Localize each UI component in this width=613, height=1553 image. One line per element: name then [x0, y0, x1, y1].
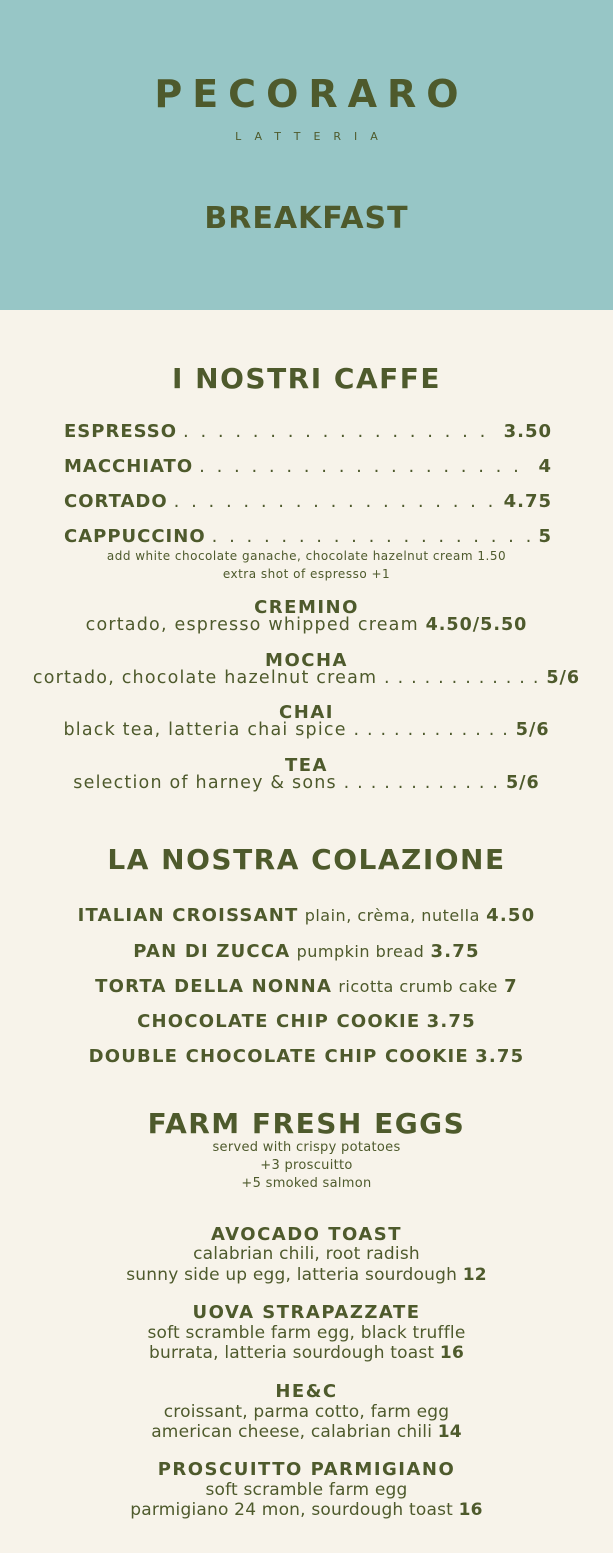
eggs-subtitle: served with crispy potatoes	[212, 1140, 401, 1155]
item-name: CHOCOLATE CHIP COOKIE	[137, 1011, 421, 1032]
special-desc: black tea, latteria chai spice	[63, 720, 347, 740]
brand-logo: PECORARO	[154, 72, 469, 116]
item-name: ESPRESSO	[64, 421, 178, 442]
special-name-mocha: MOCHA	[265, 650, 348, 671]
dish-price: 16	[439, 1343, 464, 1363]
section-title-colazione: LA NOSTRA COLAZIONE	[107, 843, 506, 876]
item-price: 4.75	[503, 491, 552, 512]
special-price: 5/6	[546, 668, 581, 688]
item-desc: pumpkin bread	[296, 942, 425, 961]
dish-desc: soft scramble farm egg	[205, 1480, 408, 1500]
menu-item-espresso	[64, 421, 552, 442]
special-line-mocha	[0, 668, 613, 688]
special-price: 5/6	[505, 773, 540, 793]
leader-dots	[199, 456, 532, 477]
menu-title: BREAKFAST	[204, 201, 409, 236]
menu-item-cappuccino	[64, 526, 552, 547]
special-desc: cortado, chocolate hazelnut cream	[32, 668, 378, 688]
eggs-addon: +3 proscuitto	[260, 1158, 353, 1173]
special-name-chai: CHAI	[279, 702, 334, 723]
item-name: CAPPUCCINO	[64, 526, 206, 547]
item-price: 3.75	[430, 941, 480, 962]
colazione-item	[0, 1011, 613, 1032]
special-price: 4.50/5.50	[425, 615, 528, 635]
item-desc: ricotta crumb cake	[338, 977, 498, 996]
special-desc: cortado, espresso whipped cream	[85, 615, 419, 635]
leader-dots	[347, 720, 516, 740]
dish-desc	[0, 1500, 613, 1520]
dish-price: 14	[437, 1422, 462, 1442]
dish-desc-text: burrata, latteria sourdough toast	[149, 1343, 435, 1363]
brand-subtitle: LATTERIA	[235, 130, 391, 143]
leader-dots	[212, 526, 533, 547]
dish-name: HE&C	[275, 1381, 338, 1402]
colazione-item	[0, 1046, 613, 1067]
colazione-item	[0, 905, 613, 926]
section-title-eggs: FARM FRESH EGGS	[147, 1107, 466, 1140]
item-name: MACCHIATO	[64, 456, 194, 477]
dish-desc: soft scramble farm egg, black truffle	[147, 1323, 466, 1343]
item-price: 3.50	[503, 421, 552, 442]
item-price: 5	[538, 526, 552, 547]
special-line-tea	[0, 773, 613, 793]
dish-desc	[0, 1265, 613, 1285]
special-name-cremino: CREMINO	[254, 597, 359, 618]
special-line-cremino	[0, 615, 613, 635]
menu-item-cortado	[64, 491, 552, 512]
colazione-item	[0, 941, 613, 962]
item-name: TORTA DELLA NONNA	[95, 976, 333, 997]
item-price: 3.75	[475, 1046, 525, 1067]
menu-item-macchiato	[64, 456, 552, 477]
item-price: 3.75	[426, 1011, 476, 1032]
special-line-chai	[0, 720, 613, 740]
special-desc: selection of harney & sons	[73, 773, 337, 793]
colazione-item	[0, 976, 613, 997]
item-price: 7	[504, 976, 518, 997]
header-banner	[0, 0, 613, 310]
dish-name: AVOCADO TOAST	[210, 1224, 403, 1245]
item-name: PAN DI ZUCCA	[133, 941, 291, 962]
eggs-addon: +5 smoked salmon	[241, 1176, 372, 1191]
item-name: DOUBLE CHOCOLATE CHIP COOKIE	[88, 1046, 469, 1067]
item-price: 4.50	[486, 905, 536, 926]
dish-desc-text: sunny side up egg, latteria sourdough	[126, 1265, 458, 1285]
dish-desc: calabrian chili, root radish	[193, 1244, 420, 1264]
item-price: 4	[538, 456, 552, 477]
special-name-tea: TEA	[284, 755, 328, 776]
cappuccino-addon: add white chocolate ganache, chocolate hazelnut cream 1.50	[106, 549, 507, 563]
dish-price: 16	[458, 1500, 483, 1520]
leader-dots	[174, 491, 498, 512]
dish-desc	[0, 1343, 613, 1363]
leader-dots	[183, 421, 498, 442]
dish-desc	[0, 1422, 613, 1442]
leader-dots	[337, 773, 506, 793]
dish-price: 12	[462, 1265, 487, 1285]
dish-name: UOVA STRAPAZZATE	[192, 1302, 421, 1323]
dish-desc-text: american cheese, calabrian chili	[151, 1422, 433, 1442]
dish-name: PROSCUITTO PARMIGIANO	[157, 1459, 456, 1480]
item-name: ITALIAN CROISSANT	[77, 905, 299, 926]
item-desc: plain, crèma, nutella	[304, 906, 480, 925]
cappuccino-addon: extra shot of espresso +1	[222, 567, 391, 581]
dish-desc-text: parmigiano 24 mon, sourdough toast	[130, 1500, 454, 1520]
section-title-caffe: I NOSTRI CAFFE	[172, 362, 441, 395]
special-price: 5/6	[515, 720, 550, 740]
leader-dots	[377, 668, 546, 688]
dish-desc: croissant, parma cotto, farm egg	[163, 1402, 450, 1422]
item-name: CORTADO	[64, 491, 168, 512]
